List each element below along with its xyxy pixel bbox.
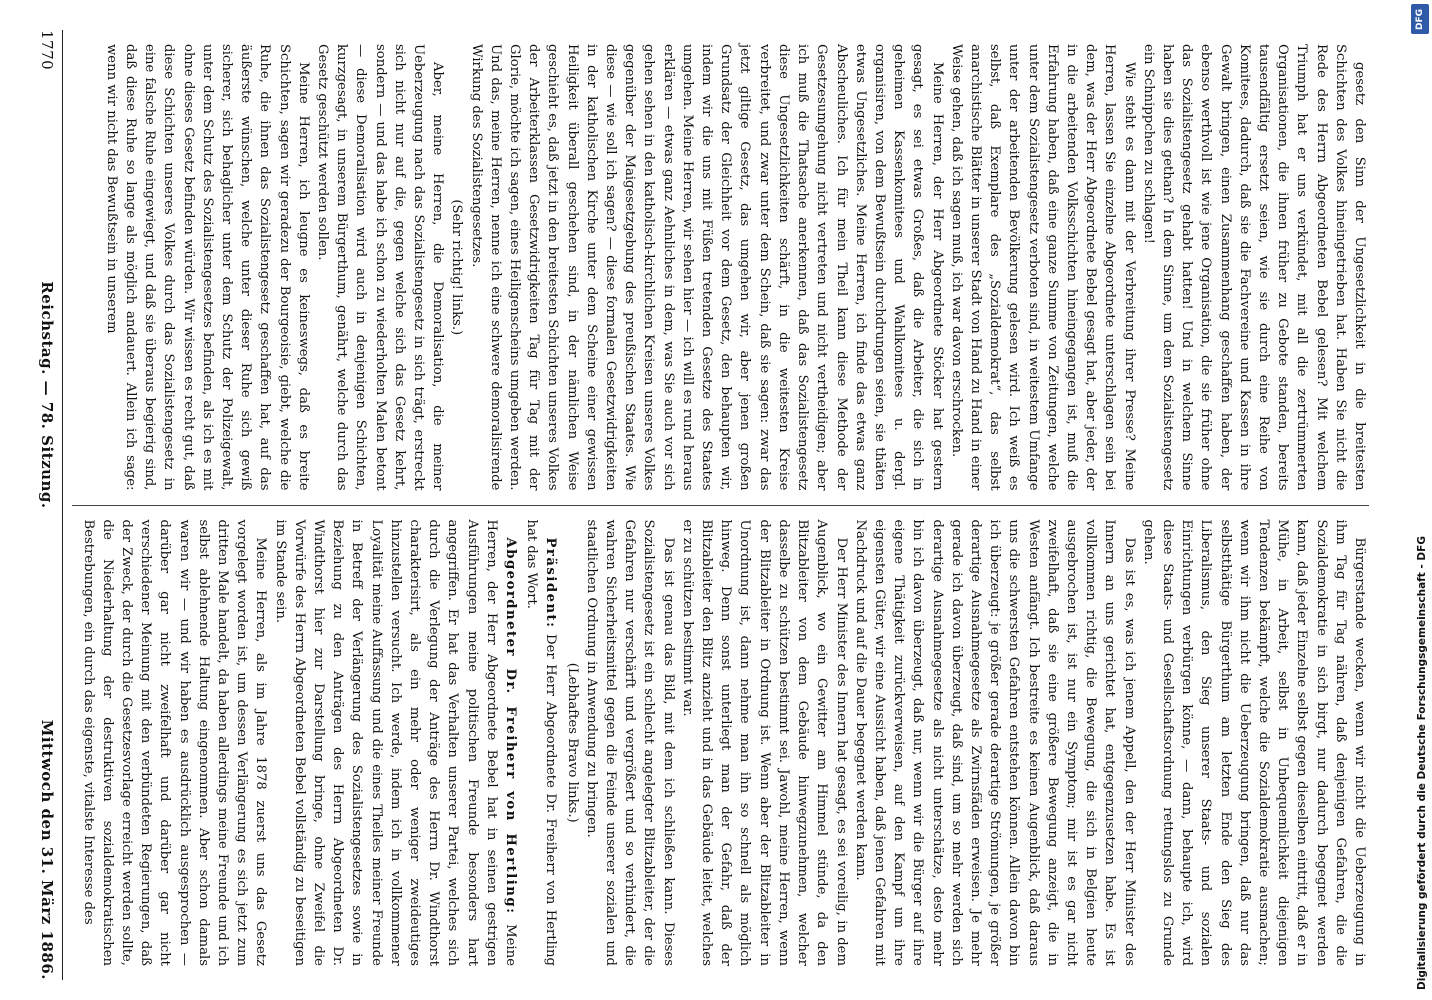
paragraph: Das ist genau das Bild, mit dem ich schließen kann. Dieses Sozialistengesetz ist ein schlecht angelegter Blitzableiter, der die Gefahren nur verschärft und vergrößert und so verhindert, die wahren Sicherheitsmittel gegen die Feinde unserer sozialen und staatlichen Ordnung in Anwendung zu bringen. (583, 519, 676, 966)
left-column (72, 30, 1369, 505)
paragraph: Bürgerstande wecken, wenn wir nicht die Ueberzeugung in ihm Tag für Tag nähren, daß denjenigen Gefahren, die die Sozialdemokratie in sich birgt, nur dadurch begegnet werden kann, daß jeder Einzelne selbst gegen dieselben eintritt, daß er in Mühe, in Arbeit, selbst in Unbequemlichkeit diejenigen Tendenzen bekämpft, welche die Sozialdemokratie ausmachen; wenn wir ihm nicht die Ueberzeugung bringen, daß nur das selbstthätige Bürgerthum am letzten Ende den Sieg des Liberalismus, den Sieg unserer Staats- und sozialen Einrichtungen verbürgen könne, — dann, behaupte ich, wird diese Staats- und Gesellschaftsordnung rettungslos zu Grunde gehen. (1140, 519, 1367, 966)
speaker-text: Meine Herren, der Herr Abgeordnete Bebel hat in seinen gestrigen Ausführungen meine politischen Freunde besonders hart angegriffen. Er hat das Verhalten unserer Partei, welches sich durch die Verlegung der Anträge des Herrn Dr. Windthorst charakterisirt, als ein mehr oder weniger zweideutiges hinzustellen versucht. Ich werde, indem ich in vollkommener Loyalität meine Auffassung und die eines Theiles meiner Freunde in Betreff der Verlängerung des Sozialistengesetzes sowie in Beziehung zu den Anträgen des Herrn Abgeordneten Dr. Windthorst hier zur Darstellung bringe, ohne Zweifel die Vorwürfe des Herrn Abgeordneten Bebel vollständig zu beseitigen im Stande sein. (272, 519, 519, 966)
speaker-label: Abgeordneter Dr. Freiherr von Hertling: (503, 537, 519, 915)
session-title: Reichstag. — 78. Sitzung. (38, 281, 56, 509)
digitization-strip (1408, 0, 1432, 1000)
interjection: (Sehr richtig! links.) (449, 199, 465, 336)
right-column (72, 505, 1369, 981)
text-columns (72, 30, 1369, 980)
president-remark (522, 520, 560, 967)
paragraph: Das ist es, was ich jenem Appell, den der Herr Minister des Innern an uns gerichtet hat, entgegenzusetzen habe. Es ist vollkommen richtig, die Bewegung, die sich in Belgien heute ausgebrochen ist, ist nur ein Symptom; mir ist es gar nicht zweifelhaft, daß sie eine größere Bewegung anzeigt, die in Westen anfängt. Ich bestreite es keinen Augenblick, daß daraus uns die schwersten Gefahren entstehen können. Allein davon bin ich überzeugt: je größer gerade derartige Strömungen, je größer derartige Ausnahmegesetze als Zwirnsfäden erweisen. Je mehr gerade ich davon überzeugt, daß sind, um so mehr werden sich derartige Ausnahmegesetze als nicht unterschätze, desto mehr bin ich davon überzeugt, daß nur, wenn wir die Bürger auf ihre eigene Thätigkeit zurückverweisen, auf den Kampf um ihre eigensten Güter, wir eine Aussicht haben, daß jenen Gefahren mit Nachdruck und auf die Dauer begegnet werden kann. (852, 519, 1137, 966)
rotated-page (24, 0, 1409, 1000)
page-number: 1770 (38, 30, 56, 71)
page-header (32, 30, 63, 980)
paragraph: Meine Herren, ich leugne es keineswegs, daß es breite Schichten, sagen wir geradezu der Bourgeoisie, giebt, welche die Ruhe, die ihnen das Sozialistengesetz geschaffen hat, auf das äußerste wünschen, welche unter dieser Ruhe sich gewiß sicherer, sich behaglicher unter dem Schutz der Polizeigewalt, unter dem Schutz des Sozialistengesetzes befinden, als ich es mit ohne dieses Gesetz befinden würden. Wir wissen es recht gut, daß diese Schichten unseres Volkes durch das Sozialistengesetz in eine falsche Ruhe eingewiegt, und daß sie überaus begierig sind, daß diese Ruhe so lange als möglich andauert. Allein ich sage: wenn wir nicht das Bewußtsein in unserem (103, 44, 311, 491)
paragraph: Meine Herren, der Herr Abgeordnete Stöcker hat gestern gesagt, es sei etwas Großes, daß die Arbeiter, die sich in geheimen Kassenkomitees und Wahlkomitees u. dergl. organisiren, von dem Bewußtsein durchdrungen seien, sie thäten etwas Ungesetzliches. Meine Herren, ich finde das etwas ganz Abscheuliches. Ich für mein Theil kann diese Methode der Gesetzesumgehung nicht vertreten und nicht vertheidigen; aber ich muß die Thatsache anerkennen, daß das Sozialistengesetz diese Ungesetzlichkeiten schärft, in die weitesten Kreise verbreitet, und zwar unter dem Schein, daß sie sagen: zwar das jetzt giltige Gesetz, das umgehen wir, aber jenen großen Grundsatz der Gleichheit vor dem Gesetz, den behaupten wir, indem wir die uns mit Füßen tretenden Gesetze des Staates umgehen. Meine Herren, wir sehen hier — ich will es rund heraus erklären — etwas ganz Aehnliches in dem, was Sie auch vor sich gehen sehen in den katholisch-kirchlichen Kreisen unseres Volkes gegenüber der Maigesetzgebung des preußischen Staates. Wie diese — wie soll ich sagen? — diese formalen Gesetzwidrigkeiten in der katholischen Kirche unter dem Scheine einer gewissen Heiligkeit überall geschehen sind, in der nämlichen Weise geschieht es, daß jetzt in den breitesten Schichten unseres Volkes der Arbeiterklassen Gesetzwidrigkeiten Tag für Tag mit der Glorie, möchte ich sagen, eines Heiligenscheins umgeben werden. Und das, meine Herren, nenne ich eine schwere demoralisirende Wirkung des Sozialistengesetzes. (468, 44, 945, 491)
paragraph: Wie steht es dann mit der Verbreitung ihrer Presse? Meine Herren, lassen Sie einzelne Abgeordnete unterschlagen sein bei dem, was der Herr Abgeordnete Bebel gesagt hat, aber jeder, der in die arbeitenden Volksschichten hineingegangen ist, muß die Erfahrung haben, daß eine ganze Summe von Zeitungen, welche unter dem Sozialistengesetz verboten sind, in weitestem Umfange unter der arbeitenden Bevölkerung gelesen wird. Ich weiß es selbst, daß Exemplare des „Sozialdemokrat“, das selbst anarchistische Blätter in unserer Stadt von Hand zu Hand in einer Weise gehen, daß ich sagen muß, ich war davon erschrocken. (948, 44, 1137, 491)
digitization-notice: Digitalisierung gefördert durch die Deutsche Forschungsgemeinschaft - DFG (1416, 536, 1428, 990)
applause: (Lebhaftes Bravo links.) (564, 662, 580, 823)
paragraph: Aber, meine Herren, die Demoralisation, die meiner Ueberzeugung nach das Sozialistengesetz in sich trägt, erstreckt sich nicht nur auf die, gegen welche sich das Gesetz kehrt, sondern — und das habe ich schon zu wiederholten Malen betont — diese Demoralisation wird auch in denjenigen Schichten, kurzgesagt, in unserem Bürgerthum, genährt, welche durch das Gesetz geschützt werden sollen. (315, 44, 446, 491)
dfg-logo: DFG (1411, 4, 1429, 34)
president-label: Präsident: (543, 537, 559, 629)
session-date: Mittwoch den 31. März 1886. (38, 719, 56, 980)
speaker-remark (270, 520, 520, 967)
president-text: Der Herr Abgeordnete Dr. Freiherr von Hertling hat das Wort. (524, 519, 559, 966)
paragraph: gesetz den Sinn der Ungesetzlichkeit in die breitesten Schichten des Volkes hineingetrieben hat. Haben Sie nicht die Rede des Herrn Abgeordneten Bebel gelesen? Mit welchem Triumph hat er uns verkündet, mit all die zertrümmerten Organisationen, die ihnen früher zu Gebote standen, bereits tausendfältig ersetzt seien, wie sie durch eine Reihe von Komitees, dadurch, daß sie die Fachvereine und Kassen in ihre Gewalt bringen, einen Zusammenhang geschaffen haben, der ebenso werthvoll ist wie jene Organisation, die sie früher ohne das Sozialistengesetz gehabt hatten! Und in welchem Sinne haben sie dies gethan? In dem Sinne, um dem Sozialistengesetz ein Schnippchen zu schlagen! (1140, 44, 1367, 491)
paragraph: Meine Herren, als im Jahre 1878 zuerst uns das Gesetz vorgelegt worden ist, um dessen Verlängerung es sich jetzt zum dritten Male handelt, da haben allerdings meine Freunde und ich selbst ablehnende Haltung eingenommen. Aber schon damals waren wir — und wir haben es ausdrücklich ausgesprochen — darüber gar nicht zweifelhaft und darüber gar nicht verschiedener Meinung mit den verbündeten Regierungen, daß der Zweck, der durch die Gesetzesvorlage erreicht werden sollte, die Niederhaltung der destruktiven sozialdemokratischen Bestrebungen, ein durch das eigenste, vitalste Interesse des (80, 519, 269, 966)
paragraph: Der Herr Minister des Innern hat gesagt, es sei voreilig, in dem Augenblick, wo ein Gewitter am Himmel stünde, da den Blitzableiter von dem Gebäude hinwegzunehmen, welcher dasselbe zu schützen bestimmt sei. Jawohl, meine Herren, wenn der Blitzableiter in Ordnung ist. Wenn aber der Blitzableiter in Unordnung ist, dann nehme man ihn so schnell als möglich hinweg. Denn sonst unterliegt man der Gefahr, daß der Blitzableiter den Blitz anzieht und in das Gebäude leitet, welches er zu schützen bestimmt war. (679, 519, 849, 966)
